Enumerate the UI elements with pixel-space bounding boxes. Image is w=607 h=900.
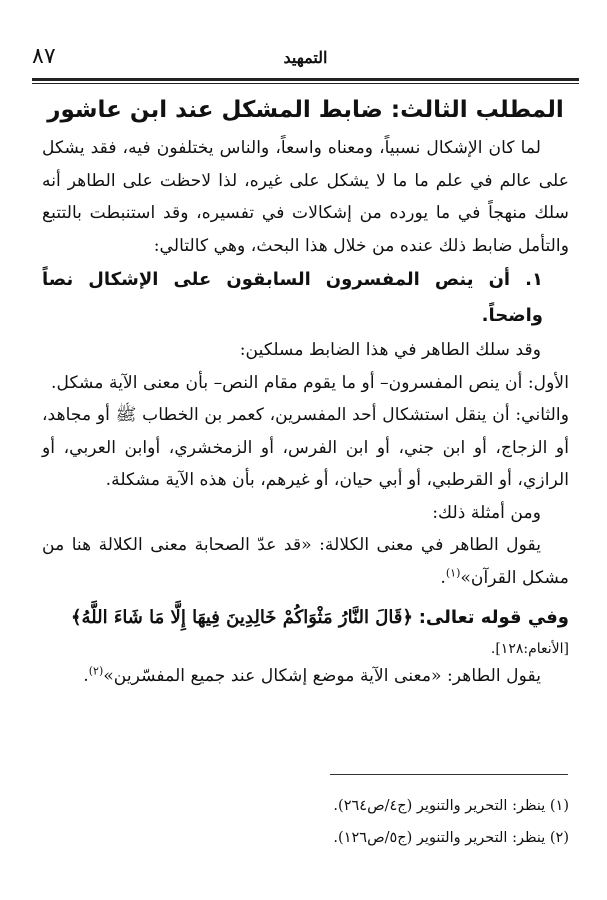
point-1-heading: ١. أن ينص المفسرون السابقون على الإشكال نصاً واضحاً.	[42, 269, 543, 326]
footnote-1: (١) ينظر: التحرير والتنوير (ج٤/ص٢٦٤).	[333, 798, 569, 814]
example-1-paragraph: يقول الطاهر في معنى الكلالة: «قد عدّ الصحابة معنى الكلالة هنا من مشكل القرآن»$^{(١)}$.	[42, 535, 569, 588]
footnote-ref-1: (١)	[445, 565, 461, 579]
page-number: ٨٧	[32, 44, 56, 69]
example-1-text: يقول الطاهر في معنى الكلالة: «قد عدّ الصحابة معنى الكلالة هنا من مشكل القرآن»	[42, 535, 569, 588]
second-way-paragraph: والثاني: أن ينقل استشكال أحد المفسرين، كعمر بن الخطاب ﷺ أو مجاهد، أو الزجاج، أو ابن جني، أو ابن الفرس، أو الزمخشري، أوابن العربي، أو الرازي، أو القرطبي، أو أبي حيان، أو غيرهم، بأن هذه الآية مشكلة.	[42, 405, 569, 490]
footnote-separator	[330, 774, 568, 775]
section-title: المطلب الثالث: ضابط المشكل عند ابن عاشور	[47, 97, 564, 123]
example-2-paragraph: يقول الطاهر: «معنى الآية موضع إشكال عند جميع المفسّرين»$^{(٢)}$.	[83, 664, 541, 686]
header-rule-thin	[32, 83, 579, 84]
first-way-paragraph: الأول: أن ينص المفسرون– أو ما يقوم مقام النص– بأن معنى الآية مشكل.	[51, 372, 569, 393]
running-title: التمهيد	[283, 48, 328, 67]
verse-reference: [الأنعام:١٢٨].	[490, 641, 569, 657]
example-2-text: يقول الطاهر: «معنى الآية موضع إشكال عند جميع المفسّرين»	[103, 666, 541, 686]
footnote-ref-2: (٢)	[88, 664, 104, 678]
main-content	[42, 92, 569, 693]
intro-paragraph: لما كان الإشكال نسبياً، ومعناه واسعاً، والناس يختلفون فيه، فقد يشكل على عالم في علم ما ما لا يشكل على غيره، لذا لاحظت على الطاهر أنه سلك منهجاً في ما يورده من إشكالات في تفسيره، وقد استنبطت بالتتبع والتأمل ضابط ذلك عنده من خلال هذا البحث، وهي كالتالي:	[42, 138, 569, 256]
examples-intro: ومن أمثلة ذلك:	[432, 502, 541, 523]
verse-line	[42, 598, 569, 638]
page-header	[32, 44, 579, 74]
quran-verse: ﴿قَالَ النَّارُ مَثْوَاكُمْ خَالِدِينَ فِيهَا إِلَّا مَا شَاءَ اللَّهُ﴾	[70, 607, 413, 628]
header-rule-thick	[32, 78, 579, 81]
footnotes	[42, 790, 569, 854]
footnote-2: (٢) ينظر: التحرير والتنوير (ج٥/ص١٢٦).	[333, 830, 569, 846]
verse-lead: وفي قوله تعالى:	[418, 607, 569, 628]
point-1-intro: وقد سلك الطاهر في هذا الضابط مسلكين:	[239, 340, 541, 360]
